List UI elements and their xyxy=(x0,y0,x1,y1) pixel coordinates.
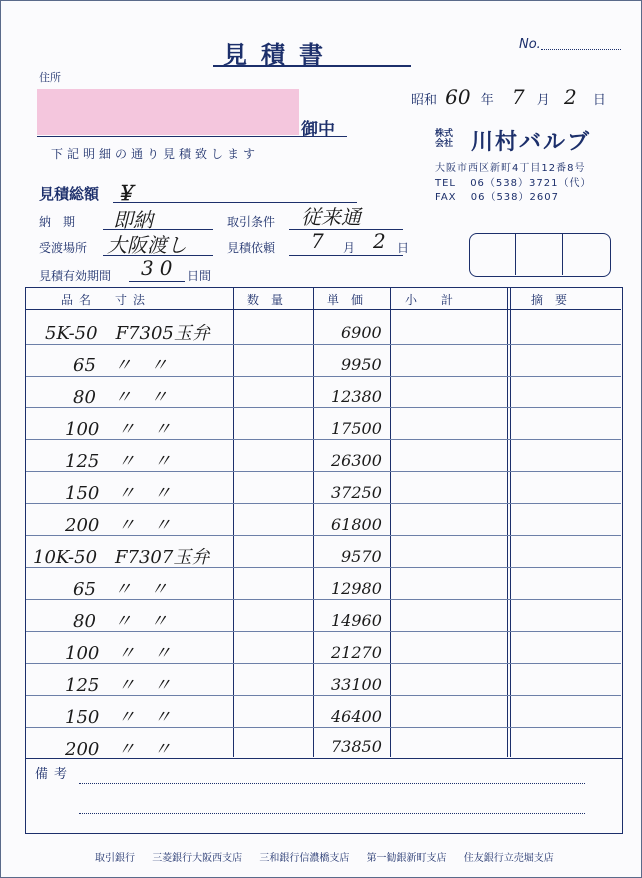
redacted-recipient xyxy=(37,89,299,135)
row-line xyxy=(26,309,621,310)
page-title: 見積書 xyxy=(223,41,337,69)
col-divider xyxy=(233,288,234,757)
col-divider xyxy=(390,288,391,757)
table-row-price: 37250 xyxy=(331,483,382,502)
table-row-item: 80 〃 〃 xyxy=(73,611,168,632)
date-day-label: 日 xyxy=(592,93,606,108)
valid-label: 見積有効期間 xyxy=(39,269,112,283)
remarks-line xyxy=(79,813,585,814)
table-row-item: 150 〃 〃 xyxy=(65,707,172,728)
header-unit-price: 単 価 xyxy=(327,293,364,307)
table-row-item: 150 〃 〃 xyxy=(65,483,172,504)
recipient-underline xyxy=(37,136,347,137)
fax-label: FAX xyxy=(435,192,457,203)
stamp-divider xyxy=(562,234,563,275)
col-divider xyxy=(510,288,511,757)
valid-underline xyxy=(129,281,185,282)
bank-item: 第一勧銀新町支店 xyxy=(366,853,447,864)
request-day: 2 xyxy=(373,229,386,253)
date-line xyxy=(411,85,606,109)
col-divider xyxy=(507,288,508,757)
bank-item: 三和銀行信濃橋支店 xyxy=(259,853,350,864)
table-row-price: 46400 xyxy=(331,707,382,726)
bank-list xyxy=(95,849,568,864)
valid-value: 30 xyxy=(141,256,179,280)
table-row-item: 65 〃 〃 xyxy=(73,355,168,376)
terms-label: 取引条件 xyxy=(227,215,276,229)
table-row-price: 33100 xyxy=(331,675,382,694)
stamp-divider xyxy=(515,234,516,275)
tel-label: TEL xyxy=(435,178,456,189)
number-line xyxy=(541,49,621,50)
table-row-price: 73850 xyxy=(331,737,382,756)
table-row-price: 9570 xyxy=(341,547,382,566)
tel-value: 06（538）3721（代） xyxy=(470,178,592,189)
date-era: 昭和 xyxy=(411,93,438,108)
table-row-price: 61800 xyxy=(331,515,382,534)
table-row-price: 6900 xyxy=(341,323,382,342)
table-row-item: 5K-50 F7305玉弁 xyxy=(45,323,210,344)
table-row-item: 10K-50 F7307玉弁 xyxy=(33,547,210,568)
delivery-value: 即納 xyxy=(113,208,153,232)
date-month: 7 xyxy=(511,85,525,109)
company-fax xyxy=(435,188,559,203)
company-tel xyxy=(435,174,591,189)
company-address: 大阪市西区新町4丁目12番8号 xyxy=(435,163,586,174)
date-month-label: 月 xyxy=(536,93,550,108)
request-month-label: 月 xyxy=(343,241,356,255)
table-row-price: 9950 xyxy=(341,355,382,374)
total-yen: ￥ xyxy=(115,181,135,205)
date-year-label: 年 xyxy=(480,93,494,108)
table-row-price: 12380 xyxy=(331,387,382,406)
header-item: 品名 寸法 xyxy=(61,293,152,307)
table-row-item: 125 〃 〃 xyxy=(65,451,172,472)
table-row-item: 65 〃 〃 xyxy=(73,579,168,600)
stamp-box xyxy=(469,233,611,277)
table-row-item: 80 〃 〃 xyxy=(73,387,168,408)
company-kind: 株式会社 xyxy=(435,129,454,149)
request-label: 見積依頼 xyxy=(227,241,276,255)
table-row-price: 21270 xyxy=(331,643,382,662)
table-row-item: 200 〃 〃 xyxy=(65,739,172,760)
title-underline xyxy=(213,65,411,67)
date-day: 2 xyxy=(563,85,577,109)
place-value: 大阪渡し xyxy=(107,233,187,257)
header-qty: 数 量 xyxy=(247,293,284,307)
bank-item: 三菱銀行大阪西支店 xyxy=(152,853,243,864)
table-row-price: 26300 xyxy=(331,451,382,470)
table-row-item: 125 〃 〃 xyxy=(65,675,172,696)
bank-label: 取引銀行 xyxy=(95,853,135,864)
table-row-item: 100 〃 〃 xyxy=(65,419,172,440)
terms-value: 従来通 xyxy=(301,205,361,229)
remarks-line xyxy=(79,783,585,784)
table-row-item: 200 〃 〃 xyxy=(65,515,172,536)
bank-item: 住友銀行立売堀支店 xyxy=(463,853,554,864)
date-year: 60 xyxy=(445,85,471,109)
header-subtotal: 小 計 xyxy=(405,293,454,307)
remarks-label: 備考 xyxy=(35,767,74,782)
place-label: 受渡場所 xyxy=(39,241,88,255)
delivery-label: 納 期 xyxy=(39,215,76,229)
request-day-label: 日 xyxy=(397,241,410,255)
address-label: 住所 xyxy=(39,71,61,84)
table-row-price: 17500 xyxy=(331,419,382,438)
col-divider xyxy=(313,288,314,757)
number-label: No. xyxy=(519,37,541,52)
remarks-box xyxy=(25,757,623,834)
request-underline xyxy=(289,255,403,256)
request-month: 7 xyxy=(311,229,324,253)
company-name: 川村バルブ xyxy=(471,130,592,155)
header-note: 摘 要 xyxy=(531,293,568,307)
intro-text: 下記明細の通り見積致します xyxy=(51,147,260,161)
onchu-label: 御中 xyxy=(301,120,335,140)
table-row-price: 12980 xyxy=(331,579,382,598)
valid-unit: 日間 xyxy=(187,269,212,283)
fax-value: 06（538）2607 xyxy=(470,192,559,203)
table-row-item: 100 〃 〃 xyxy=(65,643,172,664)
table-row-price: 14960 xyxy=(331,611,382,630)
total-label: 見積総額 xyxy=(39,185,100,203)
